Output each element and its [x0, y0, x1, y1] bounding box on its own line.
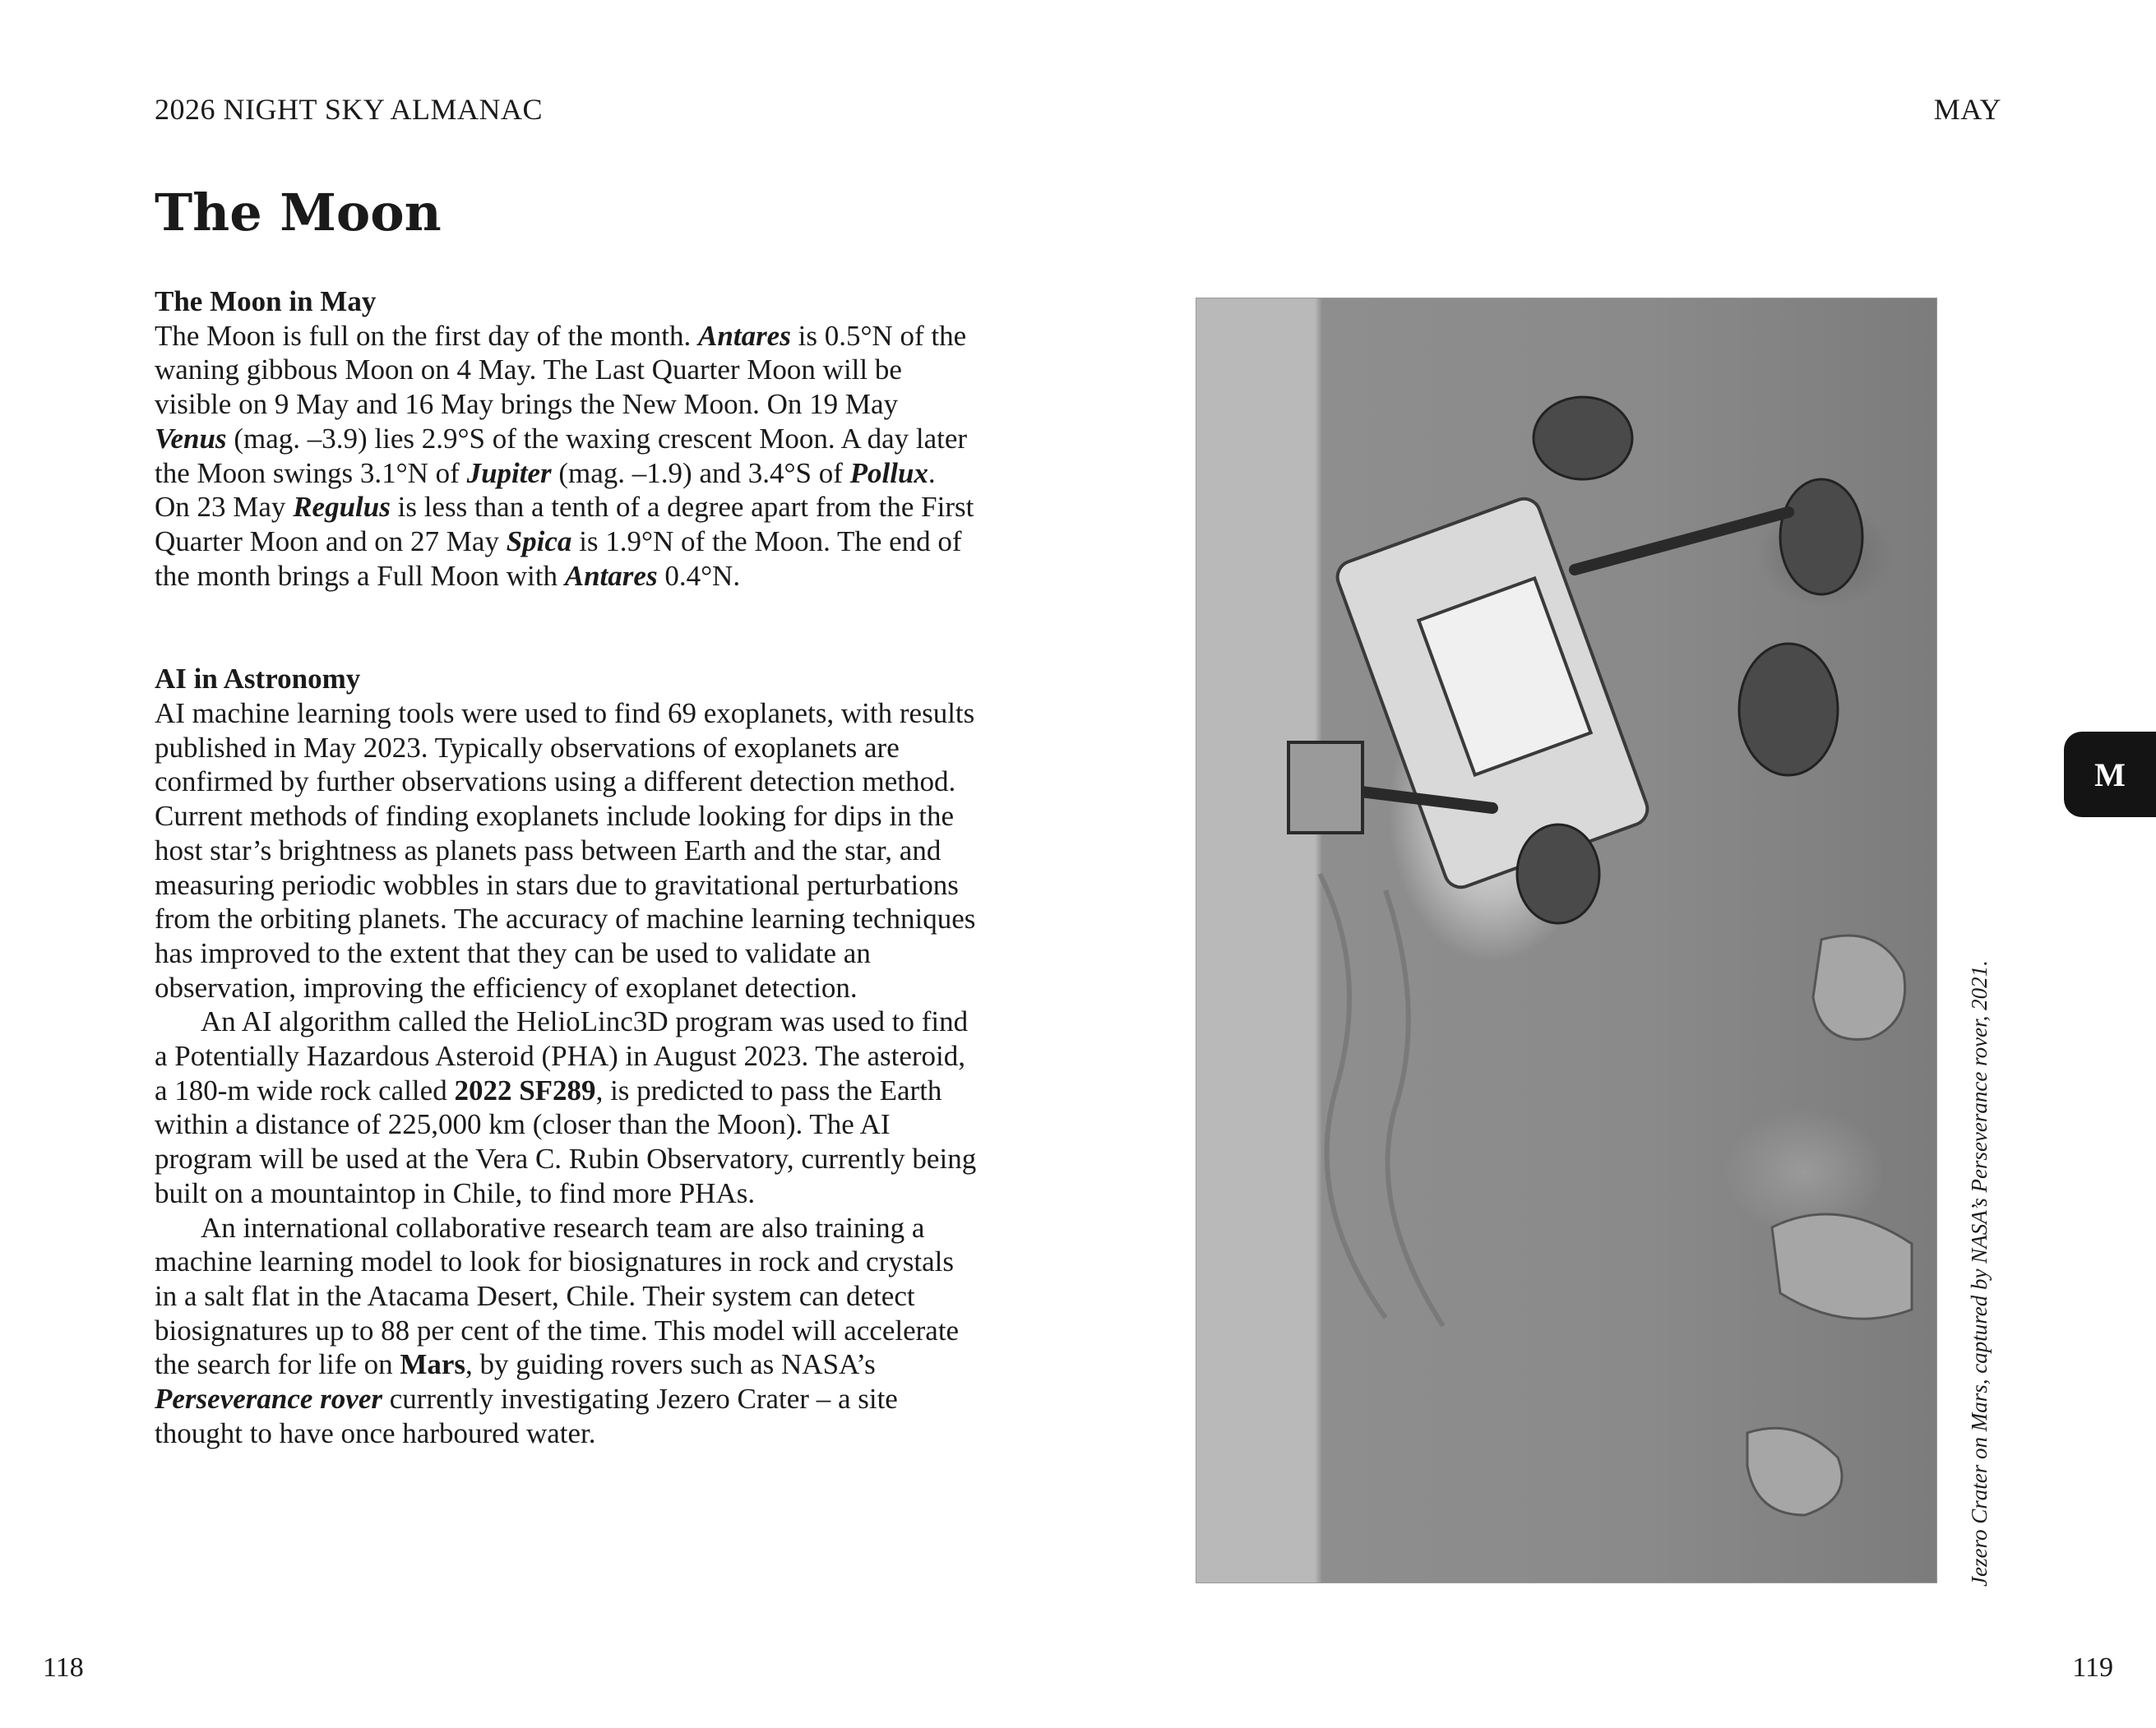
- moon-section-heading: The Moon in May: [155, 285, 377, 317]
- ai-text-3a: An international collaborative research team are also training a machine learning model to look for biosignatures in rock and crystals in a salt flat in the Atacama Desert, Chile. Their system can detect biosignatures up to 88 per cent of the time. This model will accelerate the search for life on: [155, 1211, 960, 1381]
- rover-label: Perseverance rover: [155, 1383, 382, 1416]
- moon-text-6: is less than a tenth of a degree apart from the First Quarter Moon and on 27 May: [155, 491, 974, 557]
- antares-label: Antares: [698, 319, 791, 352]
- ai-text-2b: , is predicted to pass the Earth within a distance of 225,000 km (closer than the Moon). The AI program will be used at the Vera C. Rubin Observatory, currently being built on a mountaintop in Chile, to find more PHAs.: [155, 1074, 977, 1209]
- ai-text-3b: , by guiding rovers such as NASA’s: [465, 1348, 876, 1381]
- ai-paragraph-1: AI machine learning tools were used to find 69 exoplanets, with results published in May 2023. Typically observations of exoplanets are confirmed by further observations using a different detection method. Current methods of finding exoplanets include looking for dips in the host star’s brightness as planets pass between Earth and the star, and measuring periodic wobbles in stars due to gravitational perturbations from the orbiting planets. The accuracy of machine learning techniques has improved to the extent that they can be used to validate an observation, improving the efficiency of exoplanet detection.: [155, 697, 976, 1004]
- asteroid-label: 2022 SF289: [454, 1074, 596, 1107]
- running-head-left: 2026 NIGHT SKY ALMANAC: [155, 93, 544, 126]
- text-column: [155, 284, 977, 1451]
- month-thumb-tab: M: [2064, 732, 2156, 817]
- mars-rover-photo: [1196, 298, 1937, 1583]
- spica-label: Spica: [506, 524, 572, 557]
- pollux-label: Pollux: [849, 456, 928, 489]
- running-head-right: MAY: [1933, 93, 2001, 126]
- photo-caption: Jezero Crater on Mars, captured by NASA’s Perseverance rover, 2021.: [1967, 960, 1992, 1587]
- jupiter-label: Jupiter: [466, 456, 552, 489]
- moon-text-1: The Moon is full on the first day of the month.: [155, 319, 699, 352]
- antares-label-2: Antares: [564, 559, 658, 592]
- moon-text-7: is 1.9°N of the Moon. The end of the month brings a Full Moon with: [155, 524, 962, 592]
- moon-text-8: 0.4°N.: [657, 559, 741, 592]
- ai-paragraph-2: [155, 1005, 977, 1210]
- ai-paragraph-3: [155, 1211, 977, 1451]
- venus-label: Venus: [155, 422, 227, 455]
- ai-section-heading: AI in Astronomy: [155, 663, 361, 695]
- page-title: The Moon: [155, 183, 442, 243]
- moon-paragraph: [155, 319, 977, 594]
- regulus-label: Regulus: [293, 491, 391, 524]
- page-number-right: 119: [2072, 1652, 2113, 1683]
- page-number-left: 118: [43, 1652, 84, 1683]
- ai-text-2a: An AI algorithm called the HelioLinc3D program was used to find a Potentially Hazardous Asteroid (PHA) in August 2023. The asteroid, a 180-m wide rock called: [155, 1005, 969, 1107]
- moon-text-2: is 0.5°N of the waning gibbous Moon on 4 May. The Last Quarter Moon will be visible on 9 May and 16 May brings the New Moon. On 19 May: [155, 319, 967, 421]
- moon-text-4: (mag. –1.9) and 3.4°S of: [551, 456, 850, 489]
- mars-label: Mars: [400, 1348, 466, 1381]
- moon-text-5: . On 23 May: [155, 456, 936, 524]
- moon-text-3: (mag. –3.9) lies 2.9°S of the waxing crescent Moon. A day later the Moon swings 3.1°N of: [155, 422, 968, 489]
- ai-text-3c: currently investigating Jezero Crater – a site thought to have once harboured water.: [155, 1383, 898, 1449]
- section-gap: [155, 593, 977, 662]
- rover-illustration: [1196, 298, 1936, 1582]
